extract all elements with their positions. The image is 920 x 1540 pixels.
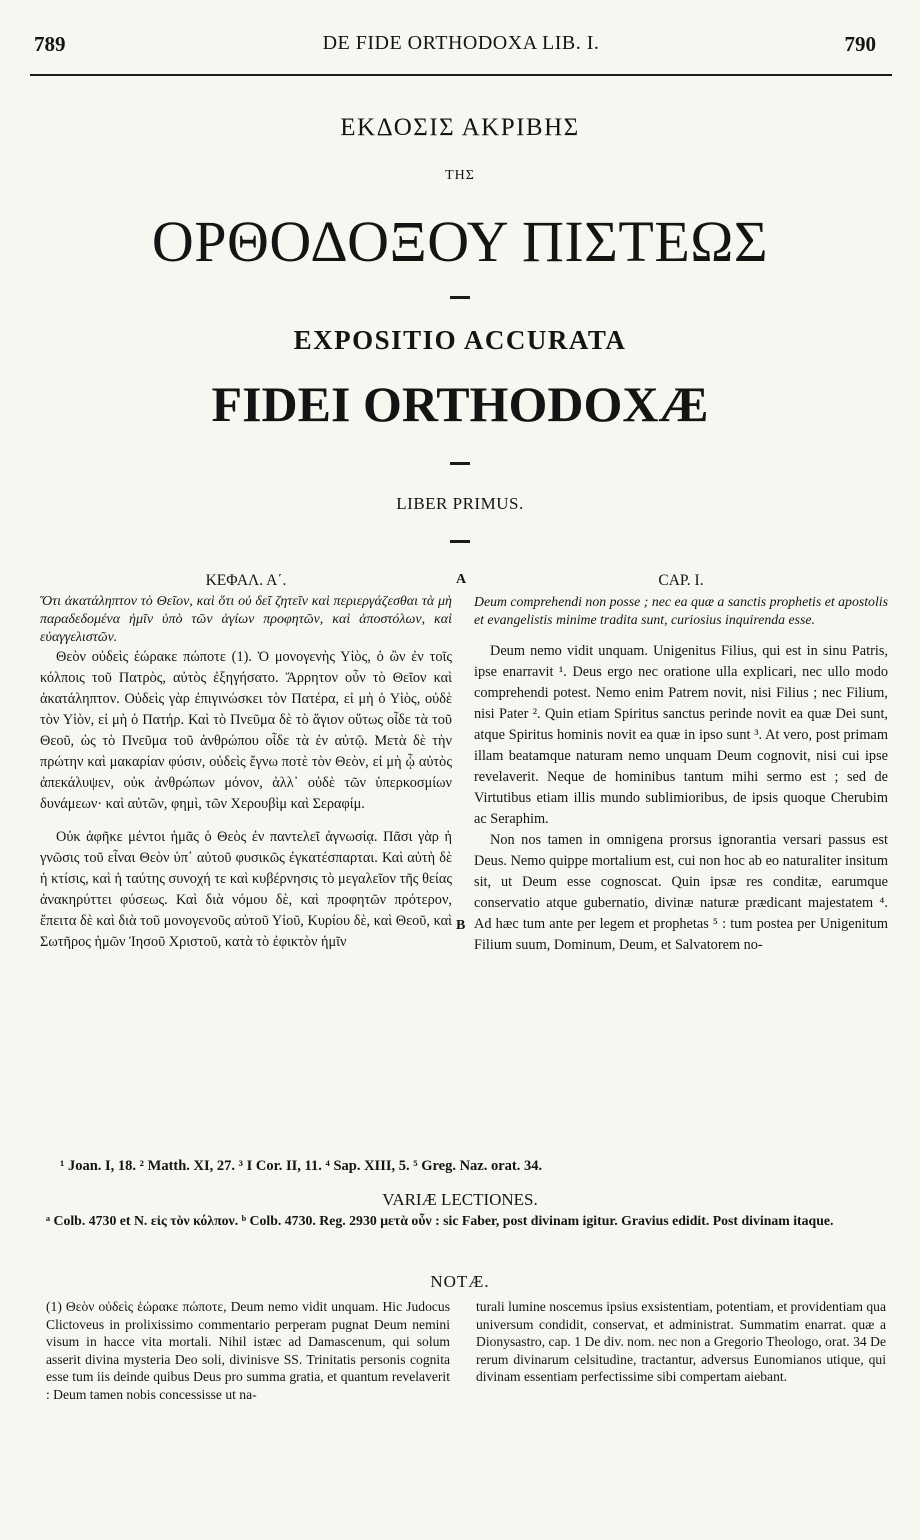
notae-left-text: (1) Θεὸν οὐδεὶς ἑώρακε πώποτε, Deum nemo vidit unquam. Hic Judocus Clictoveus in prolixissimo commentario perperam pugnat Deum nemini visum in hacce vita mortali. Nihil istæc ad Damascenum, qui solum asserit divina mysteria Deo soli, divinisve SS. Trinitatis personis cognita esse tum iis deinde quibus Deus pro summa gratia, et quantum revelaverit : Deum tamen nobis concessisse ut na- (46, 1299, 450, 1402)
notae-right-text: turali lumine noscemus ipsius exsistentiam, potentiam, et providentiam qua universum condidit, conservat, et administrat. Summatim enarrat. quæ a Dionysastro, cap. 1 De div. nom. nec non a Gregorio Theologo, orat. 34 De rerum divinarum celsitudine, tractantur, adversus Eunomianos utique, qui divinam essentiam perfectissime sibi compertam aiebant. (476, 1299, 887, 1385)
divider-dash (450, 540, 470, 543)
divider-dash (450, 462, 470, 465)
variae-text: ᵃ Colb. 4730 et N. εἰς τὸν κόλπον. ᵇ Colb. 4730. Reg. 2930 μετὰ οὖν : sic Faber, post divinam igitur. Gravius edidit. Post divinam itaque. (46, 1213, 834, 1228)
greek-title-line-2: ΤΗΣ (445, 168, 475, 183)
greek-chapter-heading: ΚΕΦΑΛ. Α΄. (205, 572, 287, 589)
margin-marker-a: A (456, 572, 467, 587)
notae-left-column (46, 1298, 450, 1404)
book-title: LIBER PRIMUS. (396, 494, 524, 513)
notae-right-column (476, 1298, 886, 1386)
margin-marker-b: B (456, 918, 466, 933)
greek-chapter-summary: Ὅτι ἀκατάληπτον τὸ Θεῖον, καὶ ὅτι οὐ δεῖ ζητεῖν καὶ περιεργάζεσθαι τὰ μὴ παραδεδομένα ἡμῖν ὑπὸ τῶν ἁγίων προφητῶν, καὶ ἀποστόλων, καὶ εὐαγγελιστῶν. (40, 594, 452, 645)
latin-paragraph-1: Deum nemo vidit unquam. Unigenitus Filius, qui est in sinu Patris, ipse enarravit ¹. Deus ergo nec oratione ulla explicari, nec ullo modo comprehendi potest. Nemo enim Patrem novit, nisi Filius ; nec Filium, nisi Pater ². Quin etiam Spiritus sanctus perinde novit ea quæ Dei sunt, atque Spiritus hominis novit ea quæ in ipso sunt ³. At vero, post primam illam beatamque naturam nemo unquam Deum cognovit, nisi cui ipse revelaverit. Neque de hominibus tantum mihi sermo est ; sed de Virtutibus etiam illis mundo sublimioribus, de ipsis quoque Cherubim ac Seraphim. (474, 643, 888, 827)
latin-chapter-summary: Deum comprehendi non posse ; nec ea quæ a sanctis prophetis et apostolis et evangelistis minime tradita sunt, curiosius inquirenda esse. (474, 594, 888, 627)
greek-title-line-3: ΟΡΘΟΔΟΞΟΥ ΠΙΣΤΕΩΣ (151, 209, 769, 274)
greek-column (40, 570, 452, 953)
page-number-left: 789 (34, 32, 66, 56)
variae-heading: VARIÆ LECTIONES. (382, 1190, 538, 1209)
greek-paragraph-1: Θεὸν οὐδεὶς ἑώρακε πώποτε (1). Ὁ μονογενὴς Υἱὸς, ὁ ὢν ἐν τοῖς κόλποις τοῦ Πατρὸς, αὐτὸς ἐξηγήσατο. Ἄρρητον οὖν τὸ Θεῖον καὶ ἀκατάληπτον. Οὐδεὶς γὰρ ἐπιγινώσκει τὸν Πατέρα, εἰ μὴ ὁ Υἱὸς, οὐδὲ τὸν Υἱὸν, εἰ μὴ ὁ Πατήρ. Καὶ τὸ Πνεῦμα δὲ τὸ ἅγιον οὕτως οἶδε τὰ τοῦ Θεοῦ, ὡς τὸ Πνεῦμα τοῦ ἀνθρώπου οἶδε τὰ ἐν αὐτῷ. Μετὰ δὲ τὴν πρώτην καὶ μακαρίαν φύσιν, οὐδεὶς ἔγνω ποτὲ τὸν Θεὸν, εἰ μὴ ᾧ αὐτὸς ἀπεκάλυψεν, οὐκ ἀνθρώπων μόνον, ἀλλ᾽ οὐδὲ τῶν ὑπερκοσμίων δυνάμεων· καὶ αὐτῶν, φημὶ, τῶν Χερουβὶμ καὶ Σεραφίμ. (40, 649, 452, 812)
greek-title-line-1: ΕΚΔΟΣΙΣ ΑΚΡΙΒΗΣ (340, 114, 580, 141)
page-number-right: 790 (844, 32, 876, 56)
divider-dash (450, 296, 470, 299)
footnotes: ¹ Joan. I, 18. ² Matth. XI, 27. ³ I Cor. II, 11. ⁴ Sap. XIII, 5. ⁵ Greg. Naz. orat. 34. (60, 1158, 543, 1174)
latin-title-line-2: FIDEI ORTHODOXÆ (211, 376, 709, 432)
latin-paragraph-2: Non nos tamen in omnigena prorsus ignorantia versari passus est Deus. Nemo quippe mortalium est, cui non hoc ab eo naturaliter insitum sit, ut Deum esse cognoscat. Quin ipsæ res conditæ, earumque conservatio atque gubernatio, divinæ naturæ prædicant majestatem ⁴. Ad hæc tum ante per legem et prophetas ⁵ : tum postea per Unigenitum Filium suum, Dominum, Deum, et Salvatorem no- (474, 832, 888, 953)
greek-paragraph-2: Οὐκ ἀφῆκε μέντοι ἡμᾶς ὁ Θεὸς ἐν παντελεῖ ἀγνωσίᾳ. Πᾶσι γὰρ ἡ γνῶσις τοῦ εἶναι Θεὸν ὑπ᾽ αὐτοῦ φυσικῶς ἐγκατέσπαρται. Καὶ αὐτὴ δὲ ἡ κτίσις, καὶ ἡ ταύτης συνοχή τε καὶ κυβέρνησις τὸ μεγαλεῖον τῆς θείας ἀνακηρύττει φύσεως. Καὶ διὰ νόμου δὲ, καὶ προφητῶν πρότερον, ἔπειτα δὲ καὶ διὰ τοῦ μονογενοῦς αὐτοῦ Υἱοῦ, Κυρίου δὲ, καὶ Θεοῦ, καὶ Σωτῆρος ἡμῶν Ἰησοῦ Χριστοῦ, κατὰ τὸ ἐφικτὸν ἡμῖν (40, 829, 452, 950)
latin-chapter-heading: CAP. I. (658, 572, 704, 589)
running-header (30, 30, 892, 64)
latin-column (474, 570, 888, 956)
latin-title-line-1: EXPOSITIO ACCURATA (293, 325, 627, 355)
notae-heading: NOTÆ. (430, 1272, 490, 1291)
running-title: DE FIDE ORTHODOXA LIB. I. (322, 32, 600, 54)
header-rule (30, 74, 892, 76)
